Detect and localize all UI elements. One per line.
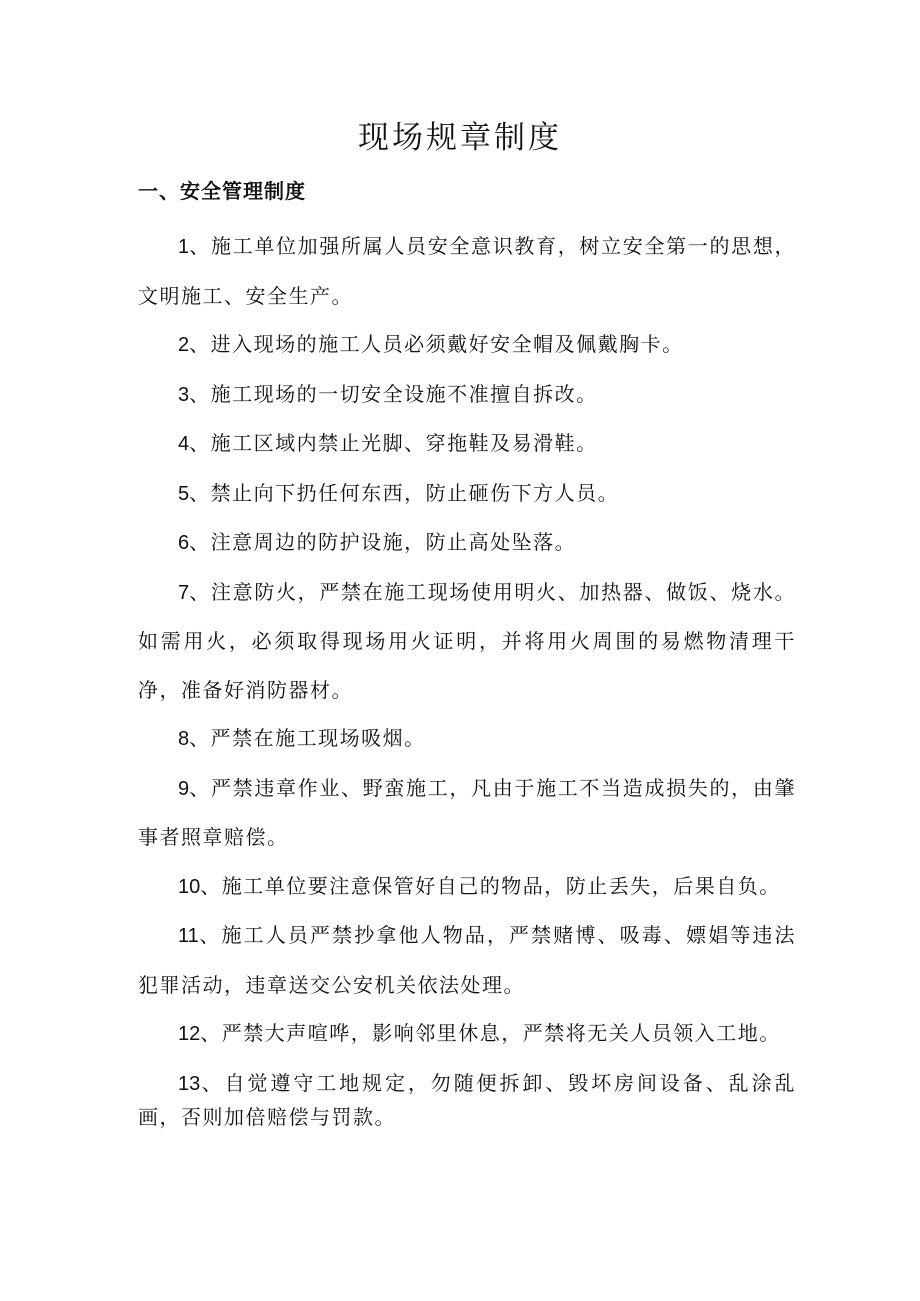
rule-text: 、进入现场的施工人员必须戴好安全帽及佩戴胸卡。	[189, 332, 684, 356]
rule-number: 4	[178, 433, 190, 455]
rule-number: 6	[178, 532, 190, 554]
rule-number: 3	[178, 383, 190, 406]
rule-text: 、严禁在施工现场吸烟。	[189, 726, 426, 750]
rule-item	[138, 469, 796, 519]
rule-number: 1	[178, 236, 190, 258]
rule-number: 5	[178, 482, 190, 505]
rule-text: 、严禁违章作业、野蛮施工，凡由于施工不当造成损失的，由肇事者照章赔偿。	[138, 775, 796, 849]
rule-item	[138, 764, 796, 862]
rule-number: 10	[178, 875, 201, 898]
rule-text: 、自觉遵守工地规定，勿随便拆卸、毁坏房间设备、乱涂乱画，否则加倍赔偿与罚款。	[138, 1070, 796, 1129]
rule-item	[138, 518, 796, 568]
rule-text: 、施工现场的一切安全设施不准擅自拆改。	[189, 381, 598, 406]
rule-number: 7	[178, 581, 190, 604]
rule-item	[138, 714, 796, 764]
rule-text: 、施工单位加强所属人员安全意识教育，树立安全第一的思想，文明施工、安全生产。	[138, 234, 796, 308]
rule-number: 12	[178, 1023, 201, 1045]
rule-item	[138, 370, 796, 420]
rule-text: 、注意防火，严禁在施工现场使用明火、加热器、做饭、烧水。如需用火，必须取得现场用火证明，并将用火周围的易燃物清理干净，准备好消防器材。	[138, 579, 796, 702]
rule-text: 、施工人员严禁抄拿他人物品，严禁赌博、吸毒、嫖娼等违法犯罪活动，违章送交公安机关依法处理。	[138, 923, 796, 997]
rule-item	[138, 568, 796, 715]
rule-number: 9	[178, 777, 190, 800]
rule-text: 、施工单位要注意保管好自己的物品，防止丢失，后果自负。	[200, 873, 781, 898]
rule-item	[138, 911, 796, 1009]
rule-text: 、严禁大声喧哗，影响邻里休息，严禁将无关人员领入工地。	[200, 1021, 781, 1045]
section-heading: 一、安全管理制度	[138, 179, 306, 203]
rule-number: 11	[178, 925, 199, 947]
rule-item	[138, 320, 796, 370]
rule-number: 13	[178, 1072, 201, 1095]
rule-number: 8	[178, 728, 190, 750]
rule-item	[138, 1009, 796, 1059]
rule-text: 、注意周边的防护设施，防止高处坠落。	[189, 530, 577, 554]
rule-number: 2	[178, 334, 190, 356]
rule-item	[138, 222, 796, 320]
rule-list	[138, 222, 796, 1134]
rule-item	[138, 419, 796, 469]
rule-text: 、施工区域内禁止光脚、穿拖鞋及易滑鞋。	[189, 431, 598, 455]
rule-item	[138, 1067, 796, 1134]
rule-item	[138, 862, 796, 912]
rule-text: 、禁止向下扔任何东西，防止砸伤下方人员。	[189, 480, 620, 505]
page-title: 现场规章制度	[358, 120, 562, 156]
